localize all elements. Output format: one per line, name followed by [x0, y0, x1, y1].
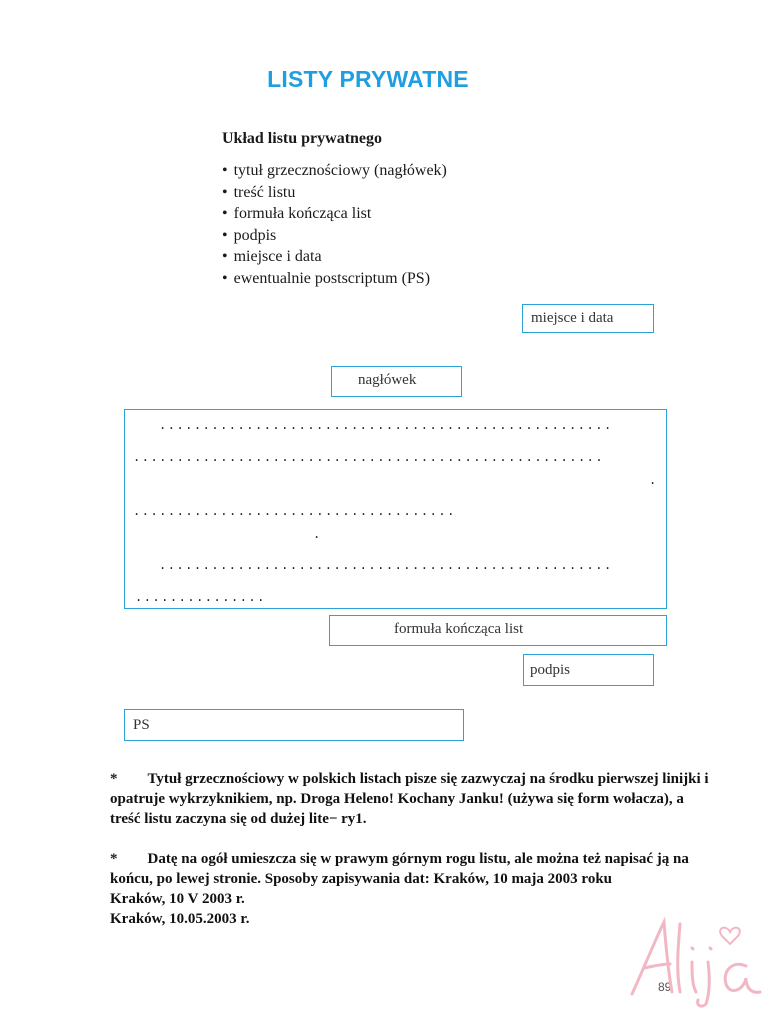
body-dots-line: ....................................................	[159, 418, 613, 432]
note-text: Tytuł grzecznościowy w polskich listach pisze się zazwyczaj na środku pierwszej linijki i opatruje wykrzyknikiem, np. Droga Heleno! Kochany Janku! (używa się form wołacza), a treść listu zaczyna się od dużej lite− ry1.	[110, 771, 709, 827]
body-dots-line: .	[649, 473, 658, 487]
place-date-label: miejsce i data	[531, 310, 614, 326]
note-marker: *	[110, 771, 118, 787]
note-greeting	[110, 769, 710, 829]
list-item: • podpis	[222, 225, 447, 247]
note-text: Datę na ogół umieszcza się w prawym górnym rogu listu, ale można też napisać ją na końcu, po lewej stronie. Sposoby zapisywania dat: Kraków, 10 maja 2003 roku	[110, 851, 689, 887]
list-item: • ewentualnie postscriptum (PS)	[222, 268, 447, 290]
body-dots-line: ......................................................	[133, 450, 605, 464]
list-item: • formuła kończąca list	[222, 203, 447, 225]
ps-label: PS	[133, 717, 150, 733]
list-item: • tytuł grzecznościowy (nagłówek)	[222, 160, 447, 182]
ps-box	[124, 709, 464, 741]
page-number: 89	[658, 980, 672, 994]
page-title: LISTY PRYWATNE	[267, 66, 469, 92]
list-item: • miejsce i data	[222, 246, 447, 268]
letter-parts-list	[222, 160, 447, 289]
header-box	[331, 366, 462, 397]
list-item: • treść listu	[222, 182, 447, 204]
date-example: Kraków, 10 V 2003 r.	[110, 891, 245, 907]
note-date	[110, 849, 710, 929]
date-example: Kraków, 10.05.2003 r.	[110, 911, 250, 927]
closing-label: formuła kończąca list	[394, 621, 524, 637]
signature-box	[523, 654, 654, 686]
watermark-logo	[626, 908, 768, 1008]
body-dots-line: ...............	[135, 590, 266, 604]
note-marker: *	[110, 851, 118, 867]
body-dots-line: .....................................	[133, 504, 456, 518]
section-heading: Układ listu prywatnego	[222, 130, 383, 147]
body-dots-line: ....................................................	[159, 558, 613, 572]
signature-label: podpis	[530, 662, 571, 678]
place-date-box	[522, 304, 654, 333]
closing-box	[329, 615, 667, 646]
body-dots-line: .	[313, 527, 322, 541]
header-label: nagłówek	[358, 372, 417, 388]
letter-body-box	[124, 409, 667, 609]
